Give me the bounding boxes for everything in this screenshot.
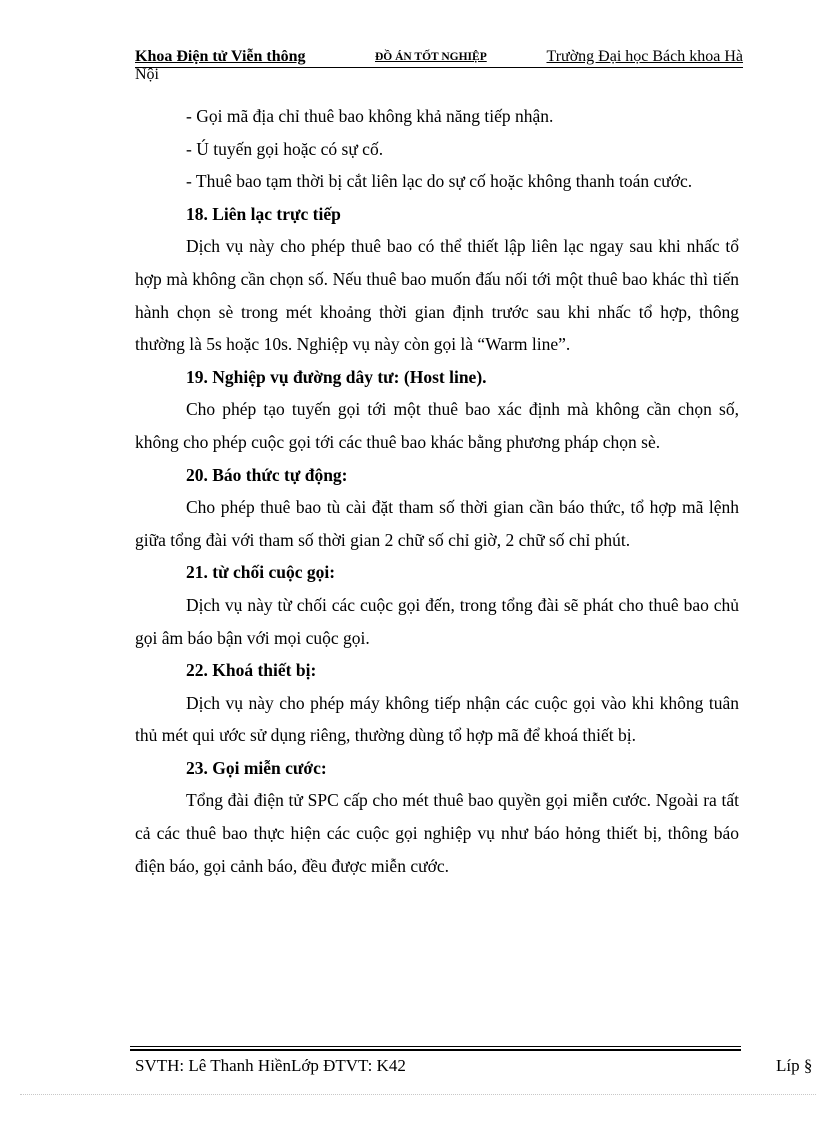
page-body	[135, 100, 739, 882]
section-heading: 22. Khoá thiết bị:	[186, 660, 317, 681]
body-paragraph: Cho phép thuê bao tù cài đặt tham số thời gian cần báo thức, tổ hợp mã lệnh giữa tổng đài với tham số thời gian 2 chữ số chỉ giờ, 2 chữ số chỉ phút.	[135, 497, 739, 550]
section-heading: 19. Nghiệp vụ đường dây tư: (Host line).	[186, 366, 487, 387]
header-doc-title: ĐỒ ÁN TỐT NGHIỆP	[375, 51, 487, 63]
header-faculty: Khoa Điện tử Viễn thông	[135, 48, 306, 65]
page-bottom-divider	[20, 1094, 816, 1095]
body-paragraph: Dịch vụ này cho phép thuê bao có thể thiết lập liên lạc ngay sau khi nhấc tổ hợp mà không cần chọn số. Nếu thuê bao muốn đấu nối tới một thuê bao khác thì tiến hành chọn sè trong mét khoảng thời gian định trước sau khi nhấc tổ hợp, thông thường là 5s hoặc 10s. Nghiệp vụ này còn gọi là “Warm line”.	[135, 236, 739, 355]
section-heading: 21. từ chối cuộc gọi:	[186, 562, 336, 583]
footer-rule-thin	[130, 1046, 741, 1047]
header-university: Trường Đại học Bách khoa Hà	[546, 48, 743, 65]
section-heading: 23. Gọi miễn cước:	[186, 757, 327, 778]
footer-student-info: SVTH: Lê Thanh HiềnLớp ĐTVT: K42	[135, 1056, 406, 1075]
body-paragraph: Cho phép tạo tuyến gọi tới một thuê bao xác định mà không cần chọn số, không cho phép cuộc gọi tới các thuê bao khác bằng phương pháp chọn sè.	[135, 399, 739, 452]
footer-class-info: Líp §	[776, 1056, 813, 1075]
page-header	[135, 48, 743, 88]
body-paragraph: - Ú tuyến gọi hoặc có sự cố.	[186, 138, 384, 159]
body-paragraph: Tổng đài điện tử SPC cấp cho mét thuê bao quyền gọi miễn cước. Ngoài ra tất cả các thuê bao thực hiện các cuộc gọi nghiệp vụ như báo hỏng thiết bị, thông báo điện báo, gọi cảnh báo, đều được miễn cước.	[135, 790, 739, 876]
body-paragraph: Dịch vụ này cho phép máy không tiếp nhận các cuộc gọi vào khi không tuân thủ mét qui ước sử dụng riêng, thường dùng tổ hợp mã để khoá thiết bị.	[135, 692, 739, 746]
body-paragraph: - Thuê bao tạm thời bị cắt liên lạc do sự cố hoặc không thanh toán cước.	[186, 171, 693, 192]
header-university-wrap: Nội	[135, 66, 159, 83]
footer-rule-thick	[130, 1049, 741, 1051]
section-heading: 20. Báo thức tự động:	[186, 464, 348, 485]
page-footer	[130, 1046, 816, 1086]
section-heading: 18. Liên lạc trực tiếp	[186, 203, 341, 224]
header-rule	[135, 67, 743, 68]
body-paragraph: Dịch vụ này từ chối các cuộc gọi đến, trong tổng đài sẽ phát cho thuê bao chủ gọi âm báo bận với mọi cuộc gọi.	[135, 594, 739, 648]
body-paragraph: - Gọi mã địa chỉ thuê bao không khả năng tiếp nhận.	[186, 106, 554, 126]
